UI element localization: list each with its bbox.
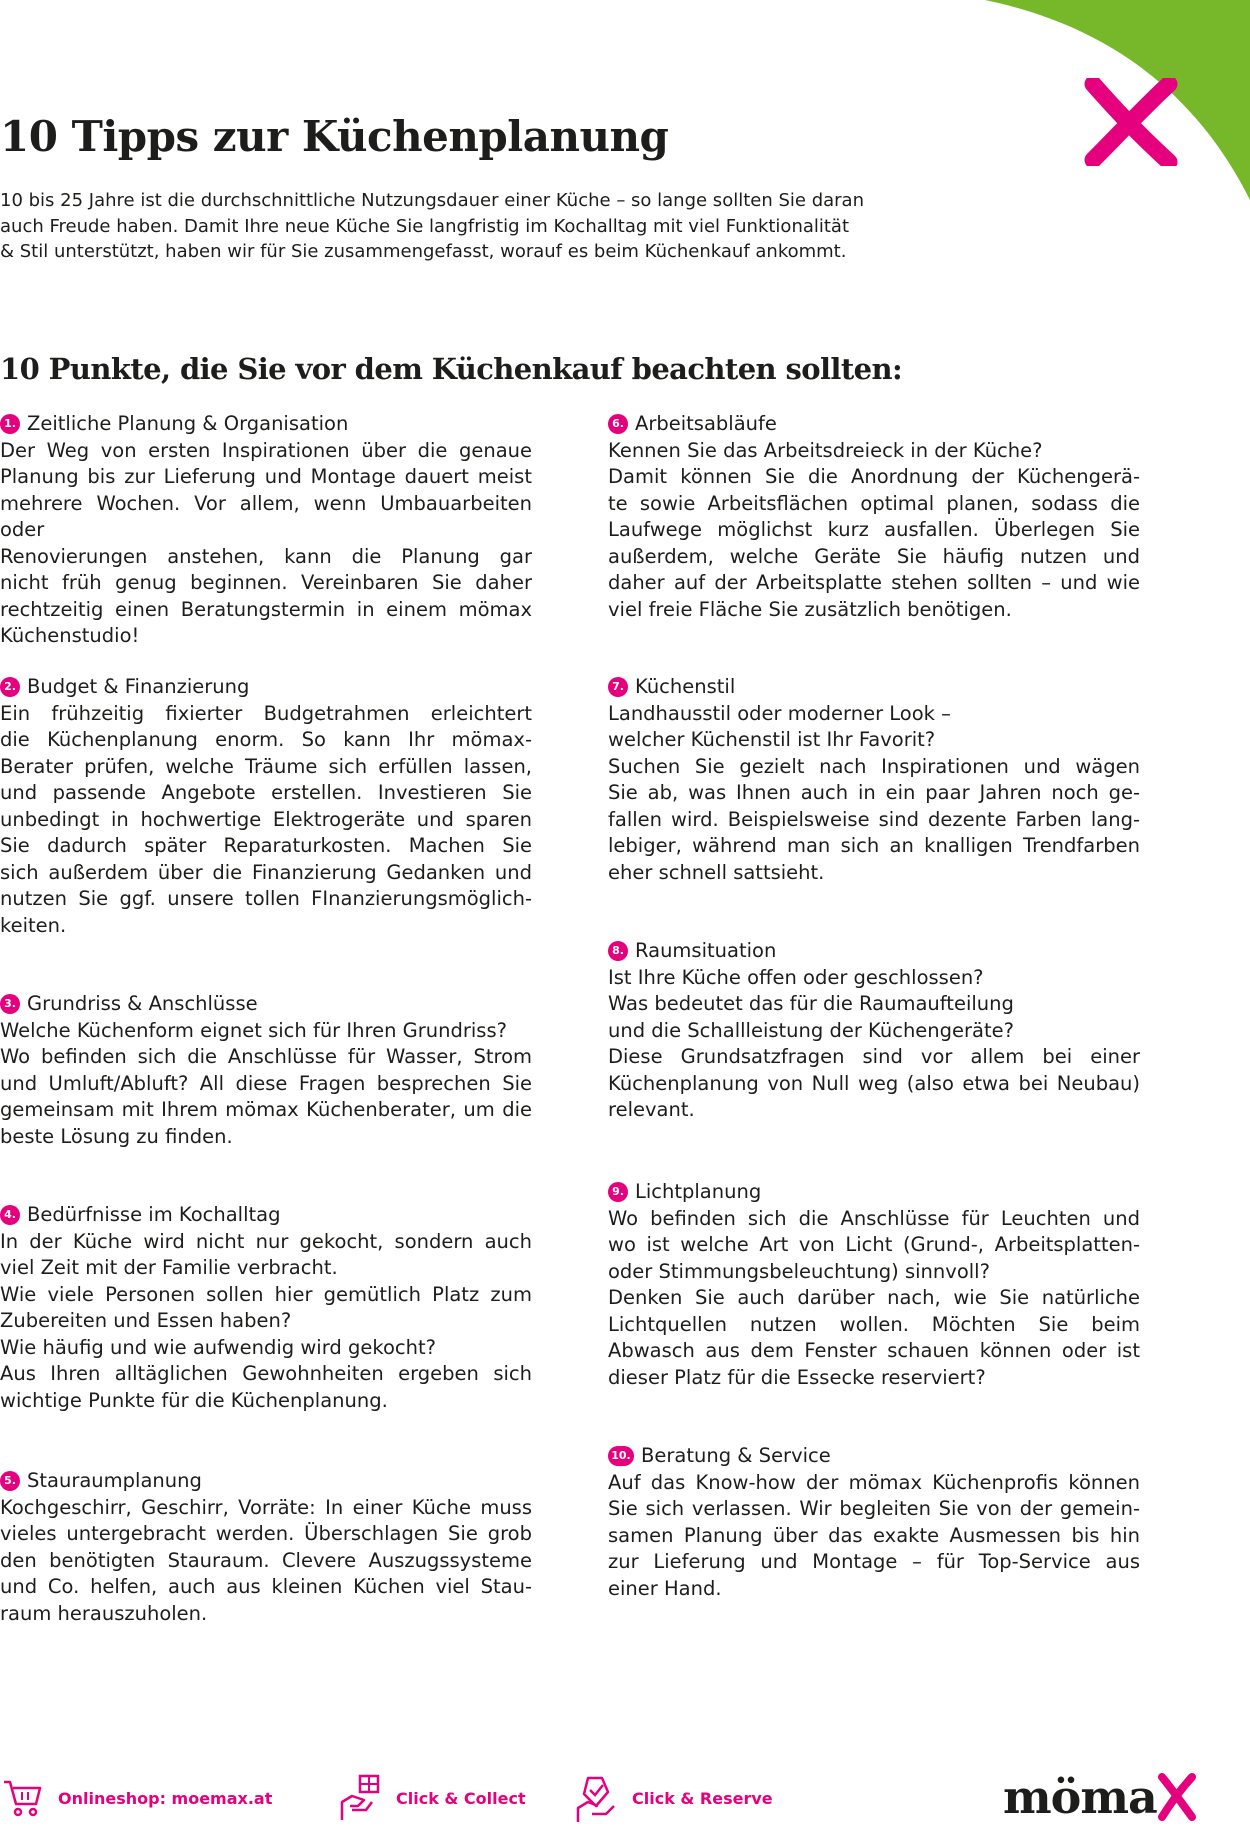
tip-line: lebiger, während man sich an knalligen Trendfarben bbox=[608, 834, 1140, 857]
tip-line: beste Lösung zu finden. bbox=[0, 1124, 233, 1148]
tip-number-badge: 5. bbox=[0, 1471, 20, 1491]
tip-heading bbox=[0, 411, 532, 438]
tip-line: Sie sich verlassen. Wir begleiten Sie von der gemein- bbox=[608, 1497, 1140, 1520]
tip-line: nicht früh genug beginnen. Vereinbaren Sie daher bbox=[0, 571, 532, 594]
tip-line: Der Weg von ersten Inspirationen über die genaue bbox=[0, 438, 532, 462]
tip-title: Arbeitsabläufe bbox=[635, 412, 777, 435]
tip-line: die Küchenplanung enorm. So kann Ihr mömax- bbox=[0, 728, 532, 751]
tip-number-badge: 9. bbox=[608, 1182, 628, 1202]
tip-4 bbox=[0, 1202, 532, 1414]
click-reserve-icon bbox=[574, 1772, 620, 1824]
tip-7 bbox=[608, 674, 1140, 886]
tip-heading bbox=[0, 1202, 532, 1229]
tip-title: Budget & Finanzierung bbox=[27, 675, 250, 698]
tip-heading bbox=[608, 1179, 1140, 1206]
tip-line: fallen wird. Beispielsweise sind dezente Farben lang- bbox=[608, 807, 1140, 831]
tip-heading bbox=[0, 674, 532, 701]
tip-line: viel freie Fläche Sie zusätzlich benötigen. bbox=[608, 597, 1012, 621]
click-reserve-label: Click & Reserve bbox=[632, 1788, 773, 1808]
tip-line: In der Küche wird nicht nur gekocht, sondern auch bbox=[0, 1229, 532, 1253]
tip-body bbox=[0, 1018, 532, 1151]
tip-number-badge: 3. bbox=[0, 994, 20, 1014]
tip-body bbox=[608, 1470, 1140, 1603]
tip-title: Beratung & Service bbox=[641, 1444, 831, 1467]
tip-line: Küchenplanung von Null weg (also etwa bei Neubau) bbox=[608, 1071, 1140, 1095]
tip-heading bbox=[0, 1468, 532, 1495]
click-reserve-link[interactable] bbox=[574, 1770, 773, 1826]
brand-x-icon bbox=[1157, 1771, 1197, 1823]
click-collect-icon bbox=[338, 1772, 384, 1824]
tip-line: Lichtquellen nutzen wollen. Möchten Sie beim bbox=[608, 1312, 1140, 1336]
tip-number-badge: 8. bbox=[608, 941, 628, 961]
tip-1 bbox=[0, 411, 532, 650]
tip-title: Grundriss & Anschlüsse bbox=[27, 992, 258, 1015]
tip-line: Wie häufig und wie aufwendig wird gekocht? bbox=[0, 1335, 436, 1359]
tip-title: Stauraumplanung bbox=[27, 1469, 202, 1492]
tip-line: eher schnell sattsieht. bbox=[608, 860, 825, 884]
cart-icon bbox=[0, 1772, 46, 1824]
tip-body bbox=[608, 965, 1140, 1124]
brand-wordmark: möma bbox=[1003, 1770, 1157, 1824]
tip-line: Berater prüfen, welche Träume sich erfüllen lassen, bbox=[0, 754, 532, 778]
tip-line: und passende Angebote erstellen. Investieren Sie bbox=[0, 781, 532, 804]
tip-body bbox=[608, 701, 1140, 887]
tip-line: nutzen Sie ggf. unsere tollen FInanzierungsmöglich- bbox=[0, 887, 532, 910]
tip-line: Ist Ihre Küche offen oder geschlossen? bbox=[608, 965, 984, 989]
page-title: 10 Tipps zur Küchenplanung bbox=[0, 112, 669, 161]
tip-line: Zubereiten und Essen haben? bbox=[0, 1309, 292, 1332]
tip-number-badge: 1. bbox=[0, 414, 20, 434]
tip-3 bbox=[0, 991, 532, 1150]
section-heading: 10 Punkte, die Sie vor dem Küchenkauf beachten sollten: bbox=[0, 352, 903, 386]
tip-line: den benötigten Stauraum. Clevere Auszugssysteme bbox=[0, 1548, 532, 1572]
tip-5 bbox=[0, 1468, 532, 1627]
tip-number-badge: 2. bbox=[0, 677, 20, 697]
tip-line: samen Planung über das exakte Ausmessen bis hin bbox=[608, 1523, 1140, 1547]
tip-line: te sowie Arbeitsflächen optimal planen, sodass die bbox=[608, 491, 1140, 515]
tip-line: Ein frühzeitig fixierter Budgetrahmen erleichtert bbox=[0, 701, 532, 725]
tip-line: Denken Sie auch darüber nach, wie Sie natürliche bbox=[608, 1286, 1140, 1309]
tip-line: Suchen Sie gezielt nach Inspirationen und wägen bbox=[608, 754, 1140, 778]
tip-line: Abwasch aus dem Fenster schauen können oder ist bbox=[608, 1339, 1140, 1362]
tip-9 bbox=[608, 1179, 1140, 1391]
tip-heading bbox=[0, 991, 532, 1018]
tip-line: Wie viele Personen sollen hier gemütlich Platz zum bbox=[0, 1282, 532, 1306]
tip-10 bbox=[608, 1443, 1140, 1602]
tip-body bbox=[608, 438, 1140, 624]
tip-line: Sie ab, was Ihnen auch in ein paar Jahren noch ge- bbox=[608, 781, 1140, 804]
tip-line: vieles untergebracht werden. Überschlagen Sie grob bbox=[0, 1522, 532, 1545]
intro-line: auch Freude haben. Damit Ihre neue Küche Sie langfristig im Kochalltag mit viel Funktionalität bbox=[0, 215, 850, 237]
tip-line: rechtzeitig einen Beratungstermin in einem mömax bbox=[0, 597, 532, 621]
tip-line: Auf das Know-how der mömax Küchenprofis können bbox=[608, 1470, 1140, 1494]
tip-line: keiten. bbox=[0, 913, 67, 937]
tip-line: Renovierungen anstehen, kann die Planung gar bbox=[0, 544, 532, 568]
tip-number-badge: 6. bbox=[608, 414, 628, 434]
tip-body bbox=[0, 438, 532, 650]
tip-heading bbox=[608, 938, 1140, 965]
logo-x-icon bbox=[1083, 78, 1179, 166]
tip-line: gemeinsam mit Ihrem mömax Küchenberater, um die bbox=[0, 1098, 532, 1121]
tip-heading bbox=[608, 674, 1140, 701]
tip-line: Küchenstudio! bbox=[0, 624, 140, 647]
tip-title: Küchenstil bbox=[635, 675, 736, 698]
tip-line: Landhausstil oder moderner Look – bbox=[608, 701, 951, 725]
tip-line: raum herauszuholen. bbox=[0, 1601, 208, 1625]
tip-line: einer Hand. bbox=[608, 1576, 722, 1600]
tip-line: dieser Platz für die Essecke reserviert? bbox=[608, 1365, 986, 1389]
tip-line: Kennen Sie das Arbeitsdreieck in der Küche? bbox=[608, 438, 1043, 462]
tip-line: Welche Küchenform eignet sich für Ihren Grundriss? bbox=[0, 1018, 507, 1042]
brand-logo[interactable] bbox=[1003, 1765, 1197, 1829]
tip-number-badge: 4. bbox=[0, 1205, 20, 1225]
tip-title: Raumsituation bbox=[635, 939, 777, 962]
tip-2 bbox=[0, 674, 532, 939]
tip-line: zur Lieferung und Montage – für Top-Service aus bbox=[608, 1550, 1140, 1573]
tip-line: Planung bis zur Lieferung und Montage dauert meist bbox=[0, 465, 532, 488]
tip-line: Laufwege möglichst kurz ausfallen. Überlegen Sie bbox=[608, 518, 1140, 541]
tip-line: und Co. helfen, auch aus kleinen Küchen viel Stau- bbox=[0, 1575, 532, 1598]
tip-title: Lichtplanung bbox=[635, 1180, 762, 1203]
tip-line: wichtige Punkte für die Küchenplanung. bbox=[0, 1388, 388, 1412]
tip-heading bbox=[608, 1443, 1140, 1470]
tip-body bbox=[0, 1229, 532, 1415]
tip-8 bbox=[608, 938, 1140, 1124]
tip-number-badge: 7. bbox=[608, 677, 628, 697]
tip-body bbox=[0, 1495, 532, 1628]
tip-line: unbedingt in hochwertige Elektrogeräte und sparen bbox=[0, 807, 532, 831]
click-collect-link[interactable] bbox=[338, 1770, 526, 1826]
tip-line: daher auf der Arbeitsplatte stehen sollten – und wie bbox=[608, 571, 1140, 594]
tip-6 bbox=[608, 411, 1140, 623]
tip-line: sich außerdem über die Finanzierung Gedanken und bbox=[0, 860, 532, 884]
onlineshop-link[interactable] bbox=[0, 1770, 272, 1826]
tip-line: Damit können Sie die Anordnung der Küchengerä- bbox=[608, 465, 1140, 488]
tip-line: wo ist welche Art von Licht (Grund-, Arbeitsplatten- bbox=[608, 1233, 1140, 1256]
tip-line: oder Stimmungsbeleuchtung) sinnvoll? bbox=[608, 1259, 990, 1283]
tip-line: Kochgeschirr, Geschirr, Vorräte: In einer Küche muss bbox=[0, 1495, 532, 1519]
tip-number-badge: 10. bbox=[608, 1446, 634, 1466]
click-collect-label: Click & Collect bbox=[396, 1788, 526, 1808]
tip-line: viel Zeit mit der Familie verbracht. bbox=[0, 1256, 338, 1279]
tip-title: Bedürfnisse im Kochalltag bbox=[27, 1203, 281, 1226]
tip-line: welcher Küchenstil ist Ihr Favorit? bbox=[608, 728, 936, 751]
intro-paragraph bbox=[0, 188, 900, 265]
tip-line: Diese Grundsatzfragen sind vor allem bei einer bbox=[608, 1045, 1140, 1068]
tip-line: Aus Ihren alltäglichen Gewohnheiten ergeben sich bbox=[0, 1362, 532, 1385]
intro-line: 10 bis 25 Jahre ist die durchschnittliche Nutzungsdauer einer Küche – so lange sollten Sie daran bbox=[0, 190, 864, 211]
tip-line: und die Schallleistung der Küchengeräte? bbox=[608, 1018, 1014, 1042]
tip-title: Zeitliche Planung & Organisation bbox=[27, 412, 349, 435]
tip-line: Sie dadurch später Reparaturkosten. Machen Sie bbox=[0, 834, 532, 857]
tip-line: und Umluft/Abluft? All diese Fragen besprechen Sie bbox=[0, 1071, 532, 1095]
tip-line: außerdem, welche Geräte Sie häufig nutzen und bbox=[608, 544, 1140, 568]
tip-body bbox=[0, 701, 532, 940]
tip-line: Was bedeutet das für die Raumaufteilung bbox=[608, 992, 1014, 1015]
tip-line: relevant. bbox=[608, 1098, 695, 1121]
onlineshop-label: Onlineshop: moemax.at bbox=[58, 1788, 273, 1808]
tip-heading bbox=[608, 411, 1140, 438]
intro-line: & Stil unterstützt, haben wir für Sie zusammengefasst, worauf es beim Küchenkauf ankommt. bbox=[0, 241, 847, 262]
tip-body bbox=[608, 1206, 1140, 1392]
tip-line: mehrere Wochen. Vor allem, wenn Umbauarbeiten oder bbox=[0, 491, 532, 541]
tip-line: Wo befinden sich die Anschlüsse für Wasser, Strom bbox=[0, 1045, 532, 1068]
tip-line: Wo befinden sich die Anschlüsse für Leuchten und bbox=[608, 1206, 1140, 1230]
